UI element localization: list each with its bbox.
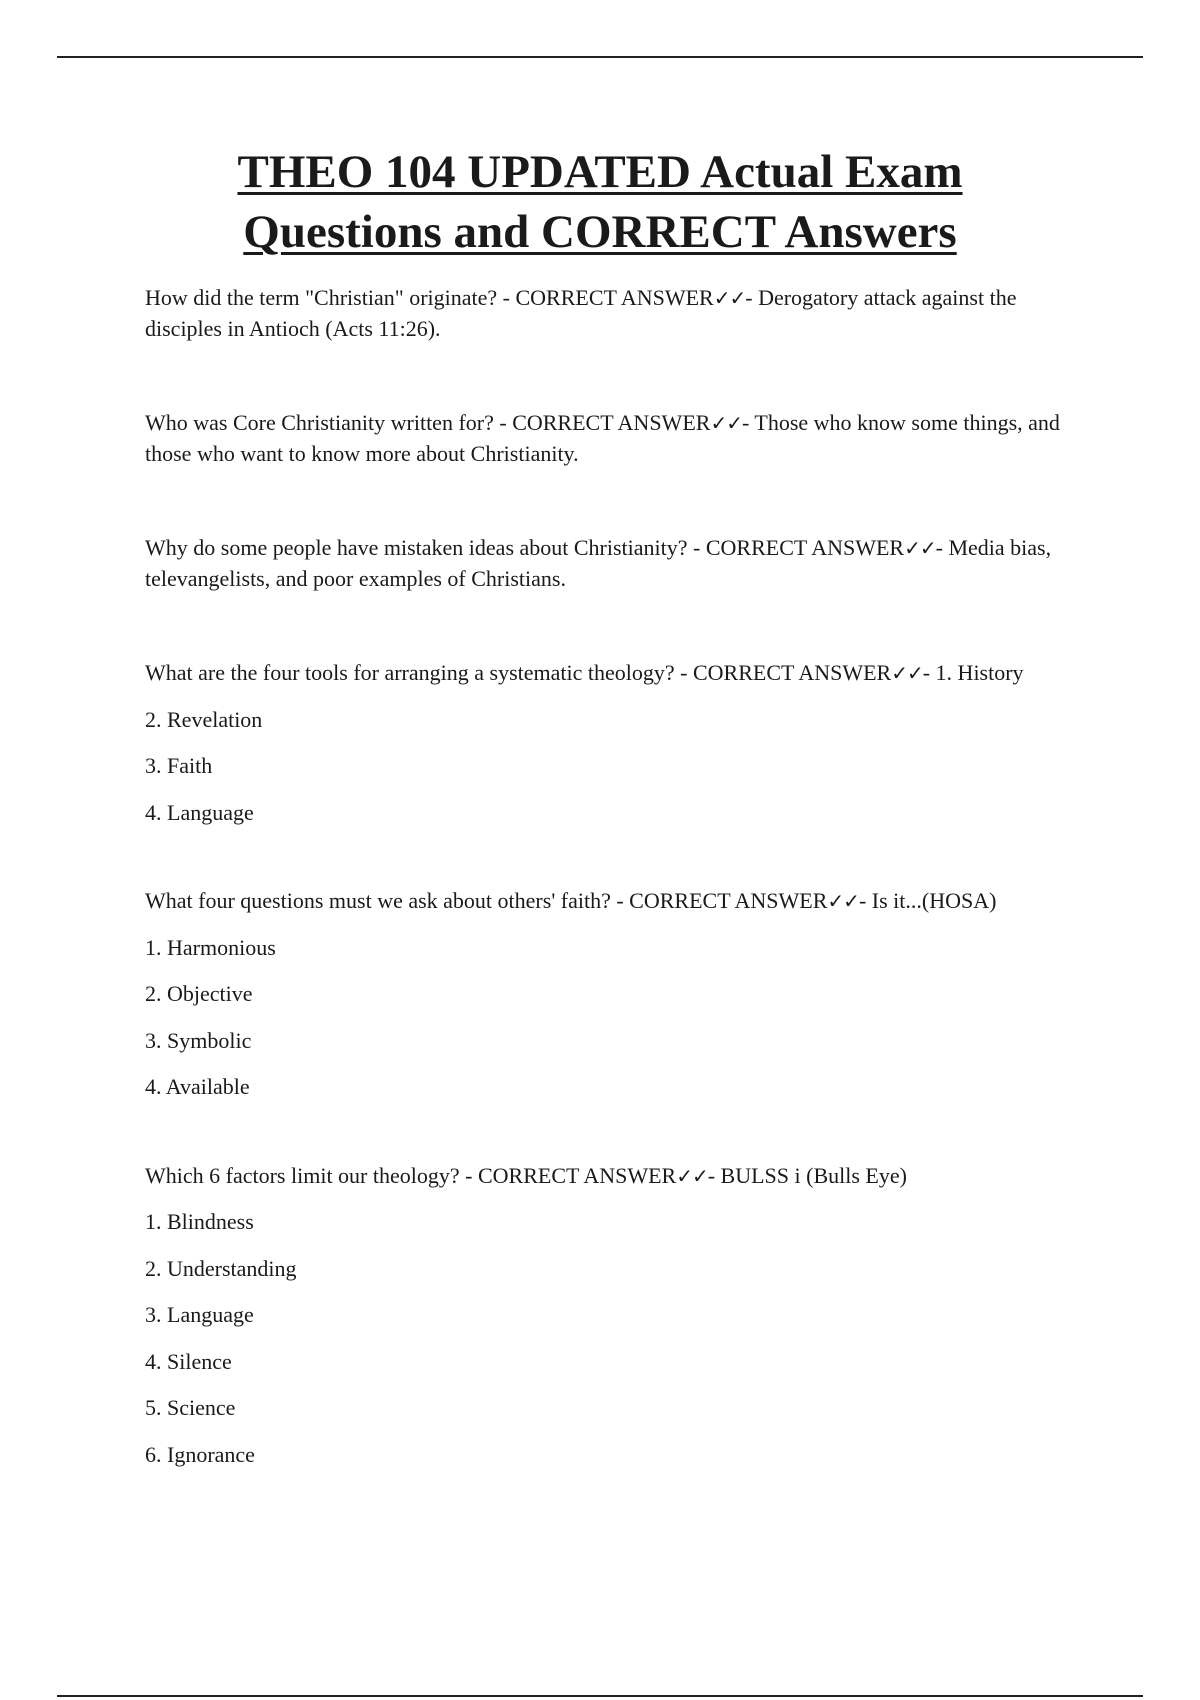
question-text: Why do some people have mistaken ideas about Christianity? - CORRECT ANSWER — [145, 535, 905, 560]
check-marks-icon: ✓✓ — [710, 411, 742, 435]
list-item: 1. Harmonious — [145, 934, 276, 960]
qa-question — [145, 533, 1065, 594]
list-item: 4. Language — [145, 799, 254, 825]
list-item: 4. Silence — [145, 1348, 232, 1374]
question-text: Which 6 factors limit our theology? - CORRECT ANSWER — [145, 1162, 677, 1188]
check-marks-icon: ✓✓ — [827, 889, 859, 913]
answer-text: - Is it...(HOSA) — [858, 888, 997, 913]
qa-block-1 — [145, 283, 1065, 344]
list-item: 3. Symbolic — [145, 1027, 252, 1053]
answer-text: - Media bias, televangelists, and poor examples of Christians. — [145, 535, 1052, 591]
answer-text: - 1. History — [922, 660, 1024, 685]
list-item: 1. Blindness — [145, 1209, 254, 1234]
qa-question — [145, 408, 1065, 469]
qa-list — [145, 283, 1065, 1534]
list-item: 3. Faith — [145, 753, 213, 778]
list-item: 6. Ignorance — [145, 1441, 255, 1467]
question-text: Who was Core Christianity written for? - CORRECT ANSWER — [145, 410, 711, 435]
check-marks-icon: ✓✓ — [891, 661, 923, 685]
qa-question — [145, 886, 1065, 917]
list-item: 3. Language — [145, 1302, 254, 1327]
check-marks-icon: ✓✓ — [904, 536, 936, 560]
top-rule — [57, 56, 1143, 58]
question-text: How did the term "Christian" originate? - CORRECT ANSWER — [145, 285, 714, 310]
list-item: 2. Objective — [145, 981, 253, 1006]
question-text: What four questions must we ask about others' faith? - CORRECT ANSWER — [145, 888, 828, 913]
question-text: What are the four tools for arranging a systematic theology? - CORRECT ANSWER — [145, 660, 892, 685]
list-item: 4. Available — [145, 1074, 250, 1099]
title-line-1: THEO 104 UPDATED Actual Exam — [237, 146, 963, 198]
bottom-rule — [57, 1695, 1143, 1697]
list-item: 2. Understanding — [145, 1255, 297, 1281]
answer-text: - BULSS i (Bulls Eye) — [707, 1162, 907, 1188]
list-item: 2. Revelation — [145, 706, 263, 732]
list-item: 5. Science — [145, 1395, 236, 1420]
answer-text: - Derogatory attack against the disciples in Antioch (Acts 11:26). — [145, 285, 1017, 341]
answer-text: - Those who know some things, and those who want to know more about Christianity. — [145, 410, 1060, 466]
qa-block-4 — [145, 658, 1065, 828]
page-title — [100, 142, 1100, 262]
qa-question — [145, 1161, 1065, 1192]
qa-question — [145, 658, 1065, 689]
title-line-2: Questions and CORRECT Answers — [243, 206, 957, 258]
check-marks-icon: ✓✓ — [713, 286, 746, 310]
qa-block-6 — [145, 1161, 1065, 1471]
check-marks-icon: ✓✓ — [676, 1163, 708, 1188]
qa-block-5 — [145, 886, 1065, 1103]
qa-block-2 — [145, 408, 1065, 469]
qa-question — [145, 283, 1065, 344]
qa-block-3 — [145, 533, 1065, 594]
